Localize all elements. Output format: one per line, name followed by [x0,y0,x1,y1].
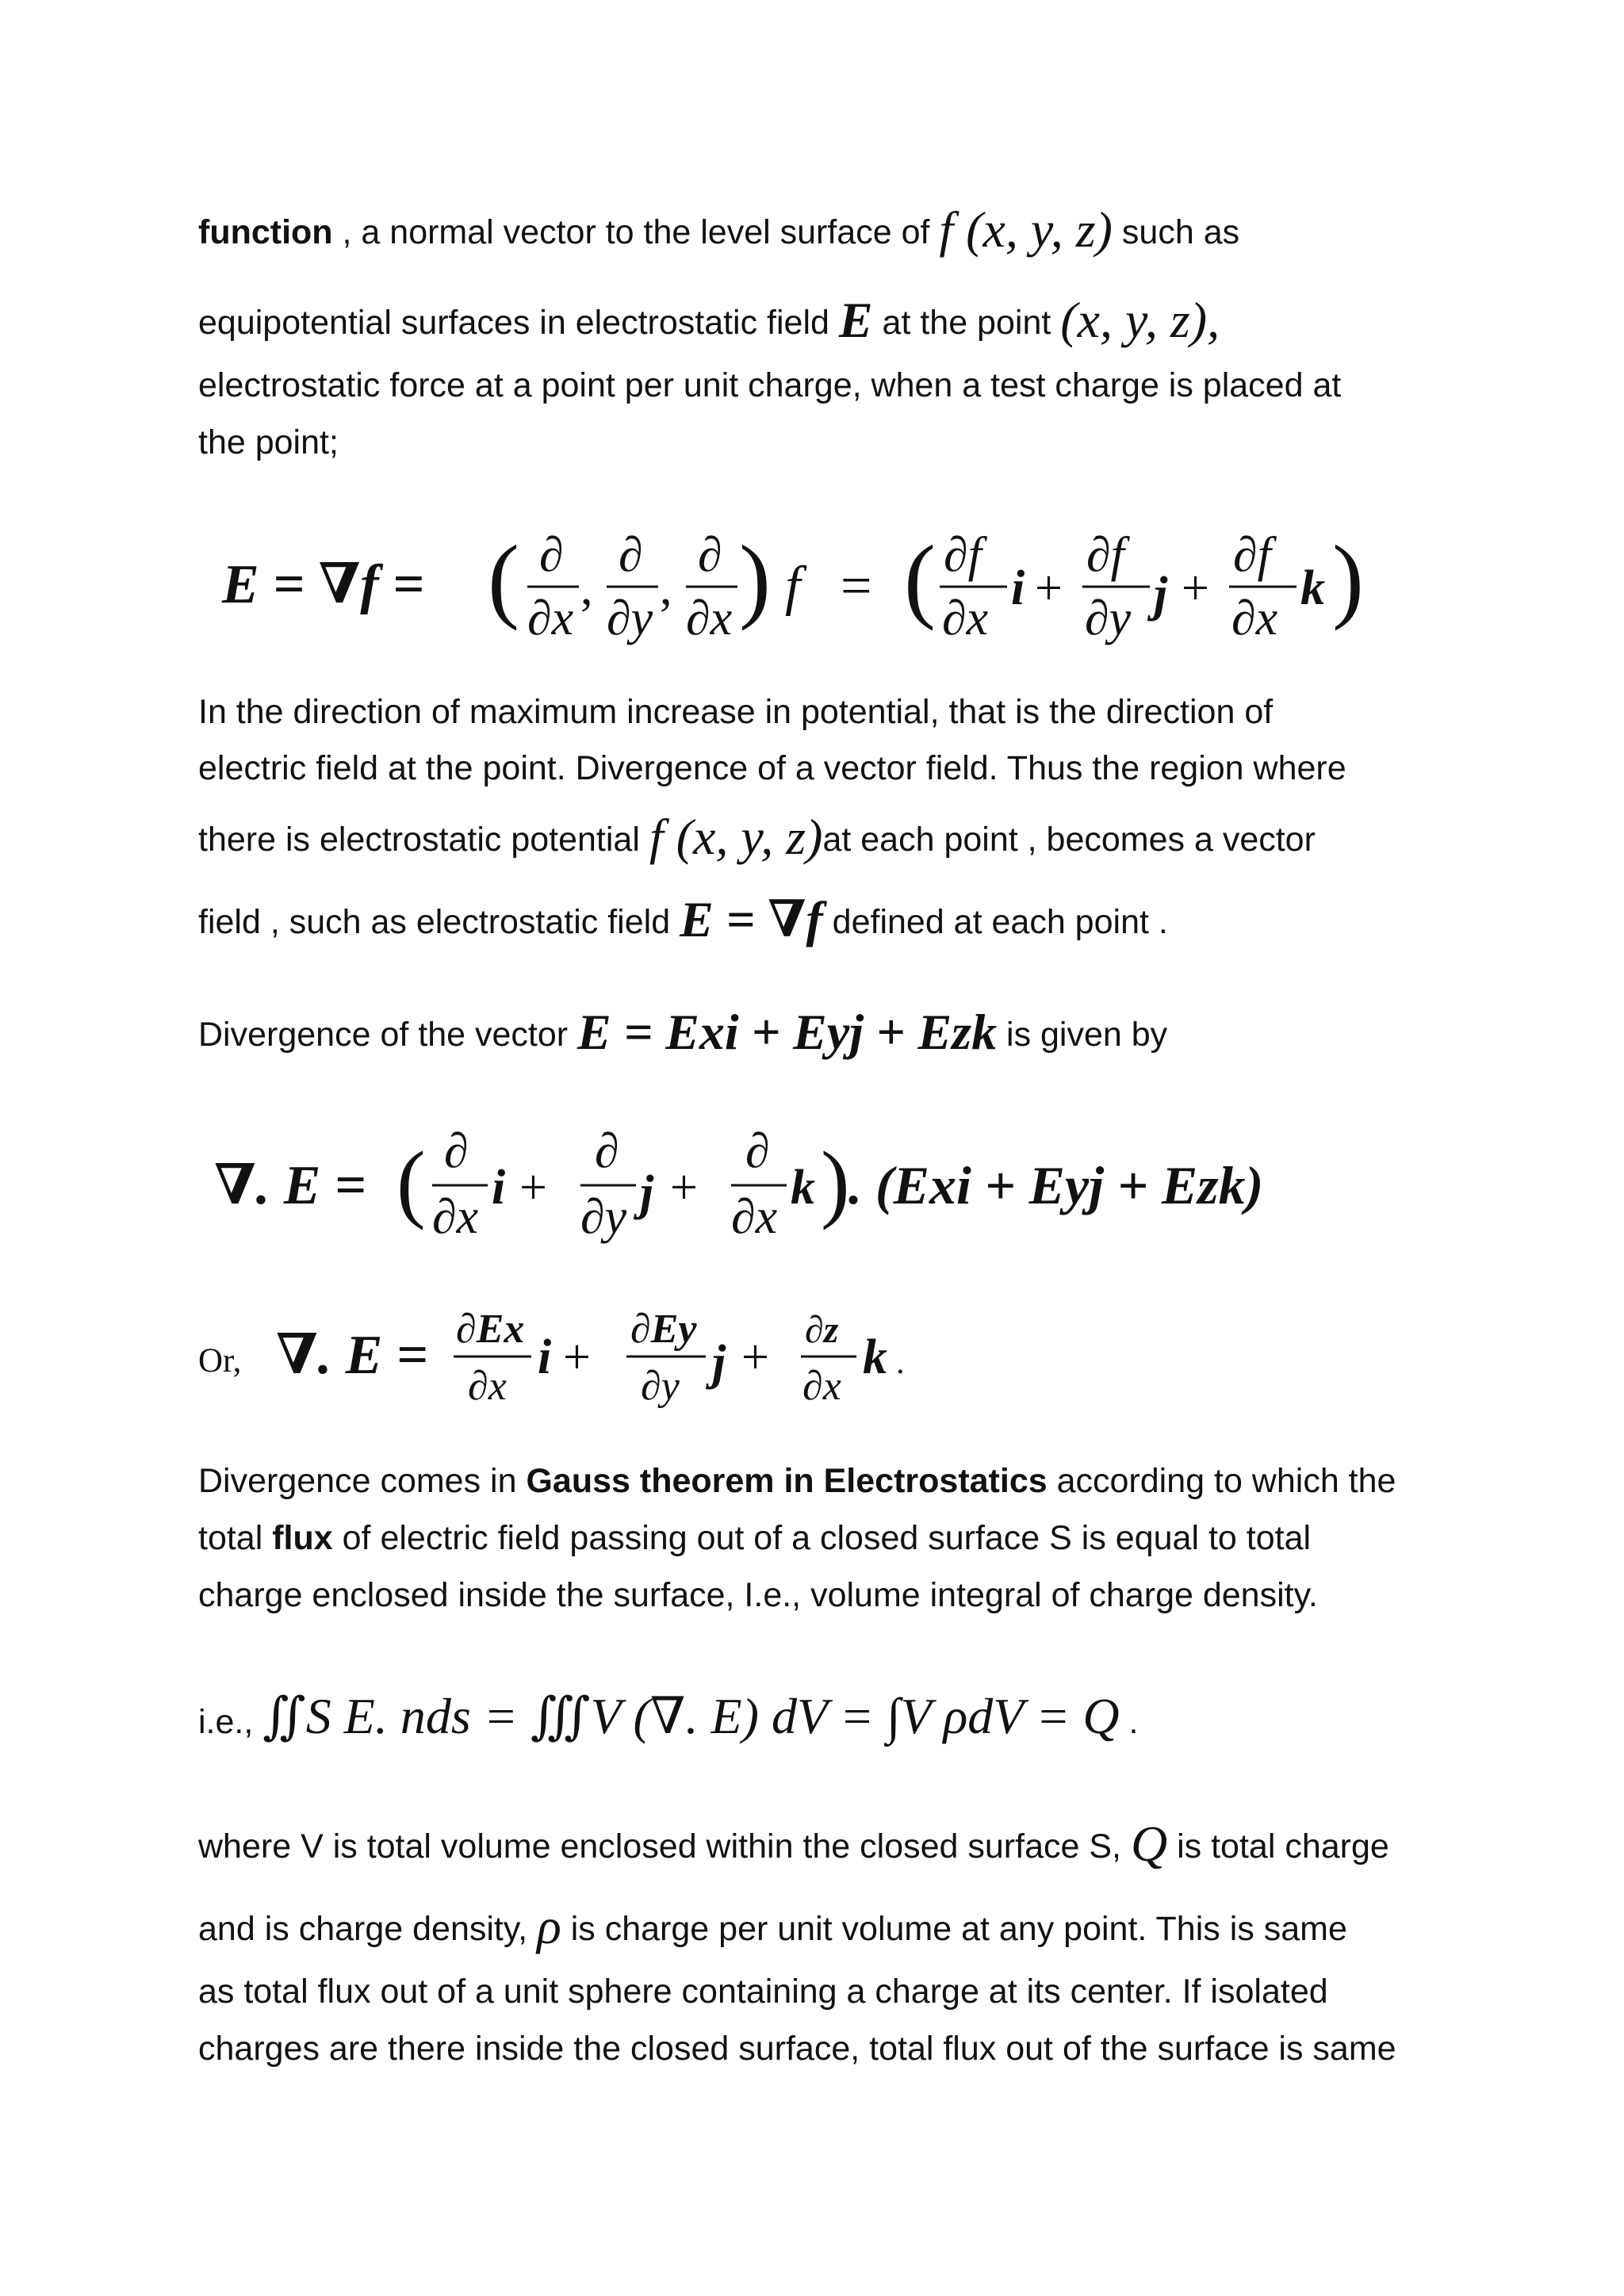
plus: + [670,1161,698,1215]
eq1-k: k [1300,561,1325,615]
eq3-prefix: Or, [198,1342,242,1380]
text: defined at each point . [822,903,1168,941]
para5-line1 [198,1816,1389,1872]
eq2-k: k [791,1161,815,1215]
plus: + [519,1161,547,1215]
eq1-lhs: E = ∇f = [222,554,424,615]
para5-line3: as total flux out of a unit sphere containing a charge at its center. If isolated [198,1973,1328,2011]
eq1-equals: = [841,556,872,617]
bold-term: function [198,213,333,251]
bold-term: Gauss theorem in Electrostatics [526,1462,1048,1500]
eq3-den: ∂x [802,1364,841,1409]
eq3-den: ∂y [641,1364,680,1409]
equation-divergence-expanded [198,1296,1388,1431]
bold-term: flux [272,1519,333,1557]
math-inline: E [838,292,873,348]
eq1-den: ∂x [686,591,733,645]
para4-line3: charge enclosed inside the surface, I.e., volume integral of charge density. [198,1576,1318,1614]
eq1-num: ∂ [539,528,564,582]
eq2-j: j [640,1166,654,1220]
text: equipotential surfaces in electrostatic field [198,304,839,342]
eq1-den: ∂y [1085,591,1132,645]
eq3-den: ∂x [468,1364,507,1409]
eq1-j: j [1154,568,1168,622]
math-inline: Q [1130,1816,1168,1872]
para5-line4: charges are there inside the closed surface, total flux out of the surface is same [198,2030,1396,2068]
para2-line3 [198,809,1316,865]
equation-gradient [214,499,1451,666]
eq2-num: ∂ [444,1124,469,1178]
eq4-math: ∬S E. nds = ∭V (∇. E) dV = ∫V ρdV = Q [262,1688,1120,1744]
eq1-num: ∂f [1086,528,1124,582]
eq3-num: ∂z [805,1309,839,1351]
para1-line1 [198,201,1240,258]
para3-line1 [198,1004,1168,1060]
eq3-num: ∂Ex [456,1307,525,1352]
math-inline: E = Exi + Eyj + Ezk [577,1004,998,1060]
eq2-num: ∂ [745,1124,770,1178]
eq3-k: k [863,1330,887,1384]
text: according to which the [1047,1462,1396,1500]
para5-line2 [198,1898,1347,1954]
para2-line1: In the direction of maximum increase in potential, that is the direction of [198,693,1274,731]
plus: + [1035,561,1063,615]
paren: ( [488,526,519,631]
paren: ( [396,1134,426,1230]
text: at each point , becomes a vector [822,821,1316,859]
eq1-den: ∂x [1231,591,1278,645]
plus: + [741,1330,769,1384]
plus: + [563,1330,591,1384]
text: , a normal vector to the level surface of [332,213,940,251]
eq1-num: ∂ [619,528,643,582]
equation-divergence [214,1110,1451,1269]
text: and is charge density, [198,1910,538,1948]
eq2-den: ∂y [580,1190,627,1244]
eq1-f: f [785,556,801,617]
plus: + [1182,561,1209,615]
paren: ) [1332,526,1364,631]
text: where V is total volume enclosed within the closed surface S, [198,1827,1131,1866]
math-inline: f (x, y, z) [649,809,823,865]
para1-line2 [198,292,1220,348]
eq2-rhs: . (Exi + Eyj + Ezk) [848,1155,1264,1215]
eq2-den: ∂x [731,1190,778,1244]
text: field , such as electrostatic field [198,903,680,941]
text: total [198,1519,273,1557]
text: of electric field passing out of a closed surface S is equal to total [332,1519,1312,1557]
para4-line1 [198,1460,1396,1502]
math-inline: E = ∇f [680,891,823,947]
eq1-num: ∂f [944,528,982,582]
eq3-lhs: ∇. E = [276,1325,428,1386]
para2-line4 [198,891,1168,947]
eq3-i: i [538,1330,552,1384]
text: at the point [872,304,1061,342]
eq1-i: i [1011,561,1025,615]
eq3-j: j [712,1336,726,1390]
math-inline: f (x, y, z) [939,201,1113,258]
para1-line4: the point; [198,423,339,461]
paren: ) [739,526,771,631]
eq2-den: ∂x [432,1190,479,1244]
eq1-den: ∂y [607,591,653,645]
eq3-end: . [896,1344,905,1381]
comma: , [580,561,593,615]
text: is total charge [1167,1827,1389,1866]
eq2-i: i [492,1161,506,1215]
text: such as [1112,213,1240,251]
para1-line3: electrostatic force at a point per unit charge, when a test charge is placed at [198,366,1342,404]
para4-line2 [198,1517,1311,1559]
eq1-den: ∂x [942,591,989,645]
comma: , [660,561,672,615]
text: there is electrostatic potential [198,821,649,859]
eq2-lhs: ∇. E = [214,1155,366,1216]
math-inline: ρ [537,1898,561,1954]
eq2-num: ∂ [595,1124,619,1178]
eq1-num: ∂ [698,528,722,582]
equation-gauss [198,1685,1139,1754]
math-inline: (x, y, z), [1060,292,1220,348]
eq3-num: ∂Ey [630,1307,697,1352]
eq1-num: ∂f [1233,528,1271,582]
eq4-end: . [1119,1703,1139,1741]
text: Divergence of the vector [198,1016,578,1054]
paren: ( [904,526,936,631]
eq1-den: ∂x [527,591,574,645]
text: Divergence comes in [198,1462,527,1500]
paren: ) [821,1134,850,1230]
text: is charge per unit volume at any point. This is same [561,1910,1347,1948]
para2-line2: electric field at the point. Divergence of a vector field. Thus the region where [198,749,1346,787]
eq4-prefix: i.e., [198,1703,263,1741]
text: is given by [997,1016,1168,1054]
